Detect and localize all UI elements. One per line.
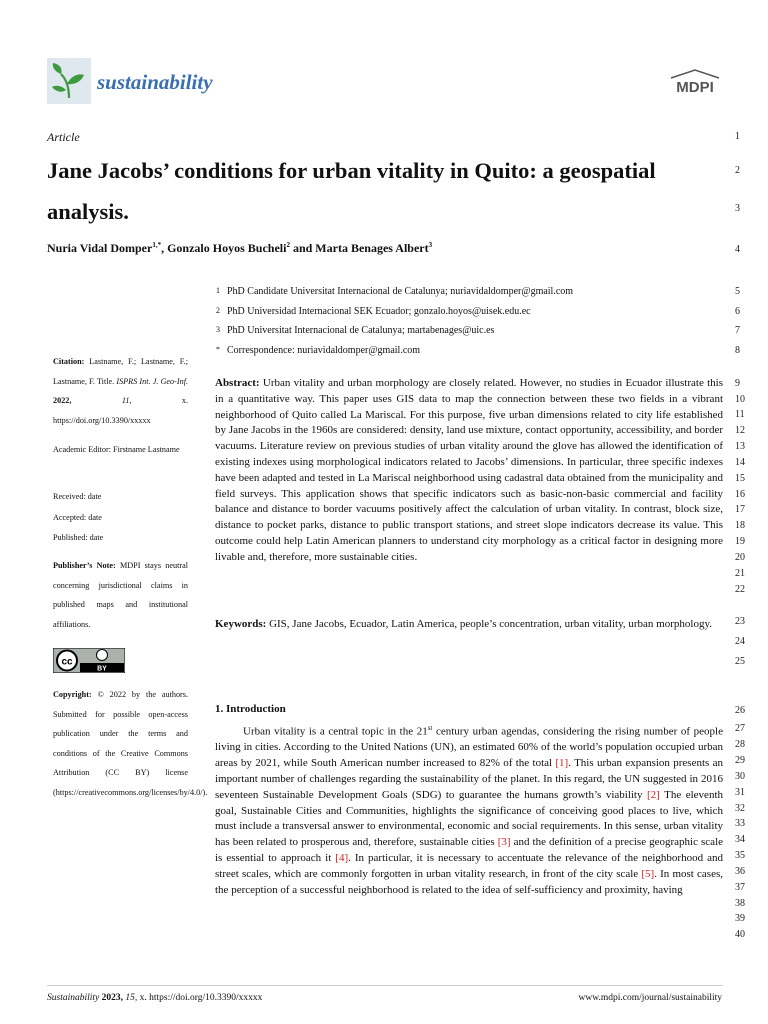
footer-divider [47,985,723,986]
line-number: 24 [735,636,745,647]
journal-name: sustainability [97,70,213,94]
line-number: 17 [735,504,745,515]
author-list: Nuria Vidal Domper$^{1,*}$, Gonzalo Hoyos Bucheli$^2$ and Marta Benages Albert$^3$ [47,241,433,255]
line-number: 29 [735,755,745,766]
line-number: 9 [735,378,740,389]
section-heading-introduction: 1. Introduction [215,703,286,715]
svg-text:MDPI: MDPI [676,79,714,96]
line-number: 40 [735,929,745,940]
line-number: 8 [735,345,740,356]
line-number: 14 [735,457,745,468]
line-number: 35 [735,850,745,861]
article-title: Jane Jacobs’ conditions for urban vitality in Quito: a geospatial analysis. [47,158,656,224]
line-number: 7 [735,325,740,336]
publisher-note: Publisher’s Note: MDPI stays neutral concerning jurisdictional claims in published maps and institutional affiliations. [53,561,189,629]
line-number: 2 [735,165,740,176]
leaf-icon [47,58,91,104]
reference-link[interactable]: [4] [335,852,349,865]
reference-link[interactable]: [1] [555,757,569,770]
line-number: 32 [735,803,745,814]
line-number: 38 [735,898,745,909]
journal-logo [47,58,91,104]
line-number: 23 [735,616,745,627]
received-date: Received: date [53,492,102,501]
reference-link[interactable]: [3] [497,836,511,849]
line-number: 22 [735,584,745,595]
author-3: Marta Benages Albert [315,241,429,255]
line-number: 16 [735,489,745,500]
line-number: 39 [735,913,745,924]
abstract: Abstract: Urban vitality and urban morphology are closely related. However, no studies in Ecuador illustrate this in a quantitative way. This paper uses GIS data to map the connection between these two fields in a vibrant neighborhood of Quito called La Mariscal. For this purpose, five urban dimensions related to city life established by Jane Jacobs in the 1960s are considered: density, land use mixture, contact opportunity, accessibility, and border vacuums. Literature review on previous studies of urban vitality around the glove has allowed the identification of existing indexes using morphological indicators related to Jacobs’ dimensions. In particular, three specific indexes have been adapted and tested in La Mariscal neighborhood using cadastral data obtained from the municipality and field surveys. This application shows that specific indicators such as basic-non-basic commercial and facility balance and distance to border vacuums positively affect the calculation of urban vitality. In contrast, block size, distance to pocket parks, distance to public transport stations, and street slope indicators decrease its value. This outcome could help Latin American planners to understand city morphology as a critical factor in designing more livable and, therefore, more sustainable cities. [215,377,724,563]
line-number: 19 [735,536,745,547]
line-number: 27 [735,723,745,734]
line-number: 15 [735,473,745,484]
cc-by-license-badge[interactable] [53,648,125,673]
line-number: 25 [735,656,745,667]
affiliation-3: 3 PhD Universitat Internacional de Catalunya; martabenages@uic.es [216,325,495,336]
svg-text:BY: BY [97,665,107,673]
footer-journal-url[interactable]: www.mdpi.com/journal/sustainability [578,993,722,1003]
line-number: 36 [735,866,745,877]
correspondence: * Correspondence: nuriavidaldomper@gmail.com [216,345,421,356]
line-number: 26 [735,705,745,716]
affiliation-1: 1 PhD Candidate Universitat Internacional de Catalunya; nuriavidaldomper@gmail.com [216,286,574,297]
affiliation-2: 2 PhD Universidad Internacional SEK Ecuador; gonzalo.hoyos@uisek.edu.ec [216,306,531,317]
introduction-paragraph: Urban vitality is a central topic in the 21st century urban agendas, considering the rising number of people living in cities. According to the United Nations (UN), an estimated 60% of the world’s population occupied urban areas by 2021, while South American number increased to 82% of the total [1]. This urban expansion presents an important number of challenges regarding the sustainability of the planet. In this regard, the UN suggested in 2016 seventeen Sustainable Development Goals (SDG) to guarantee the humans growth’s viability [2] The eleventh goal, Sustainable Cities and Communities, highlights the significance of conceiving good places to live, which must include a transversal answer to environmental, economic and social requirements. In this sense, urban vitality has been related to prosperous and, therefore, sustainable cities [3] and the definition of a precise geographic scale is essential to approach it [4]. In particular, it is necessary to accentuate the relevance of the neighborhood and street scales, which are commonly forgotten in urban vitality research, in front of the city scale [5]. In most cases, the perception of a successful neighborhood is related to the idea of self-sufficiency and proximity, having [215,724,724,896]
academic-editor: Academic Editor: Firstname Lastname [53,445,180,454]
reference-link[interactable]: [5] [641,867,655,880]
citation-block: Citation: Lastname, F.; Lastname, F.; Lastname, F. Title. ISPRS Int. J. Geo-Inf. 2022, 11, x. https://doi.org/10.3390/xxxxx [53,357,189,425]
footer-citation: Sustainability 2023, 15, x. https://doi.org/10.3390/xxxxx [47,993,263,1003]
line-number: 10 [735,394,745,405]
line-number: 31 [735,787,745,798]
line-number: 37 [735,882,745,893]
line-number: 13 [735,441,745,452]
mdpi-logo [668,68,722,98]
line-number: 12 [735,425,745,436]
line-number: 33 [735,818,745,829]
line-number: 18 [735,520,745,531]
keywords: Keywords: GIS, Jane Jacobs, Ecuador, Latin America, people’s concentration, urban vitality, urban morphology. [215,618,712,630]
line-number: 4 [735,244,740,255]
line-number: 28 [735,739,745,750]
line-number: 6 [735,306,740,317]
line-number: 34 [735,834,745,845]
line-number: 3 [735,203,740,214]
line-number: 20 [735,552,745,563]
author-2: Gonzalo Hoyos Bucheli [167,241,287,255]
line-number: 30 [735,771,745,782]
reference-link[interactable]: [2] [647,788,660,801]
line-number: 5 [735,286,740,297]
accepted-date: Accepted: date [53,513,102,522]
line-number: 21 [735,568,745,579]
author-1: Nuria Vidal Domper [47,241,153,255]
line-number: 1 [735,131,740,142]
svg-text:cc: cc [61,656,73,668]
copyright-block: Copyright: © 2022 by the authors. Submitted for possible open-access publication under the terms and conditions of the Creative Commons Attribution (CC BY) license (https://creativecommons.org/licenses/by/4.0/). [53,690,208,797]
article-type: Article [47,130,80,144]
line-number: 11 [735,409,745,420]
published-date: Published: date [53,533,104,542]
